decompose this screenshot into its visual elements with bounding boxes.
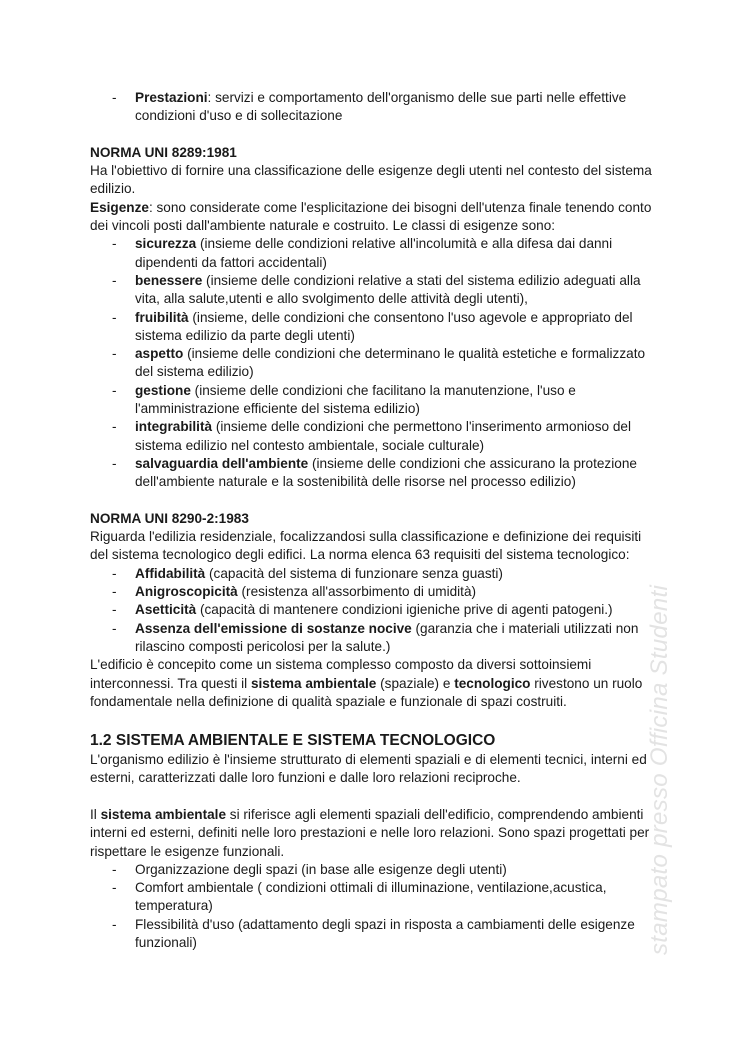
text-run: (insieme delle condizioni relative all'incolumità e alla difesa dai danni dipendenti da fattori accidentali) — [135, 236, 613, 270]
list-item — [112, 565, 660, 583]
list-item — [112, 879, 660, 916]
text-run: si riferisce agli elementi spaziali dell'edificio, comprendendo ambienti interni ed esterni, definiti nelle loro prestazioni e nelle loro relazioni. Sono spazi progettati per rispettare le esigenze funzionali. — [90, 806, 650, 859]
dash-bullet-icon: - — [112, 382, 117, 398]
text-run: : servizi e comportamento dell'organismo delle sue parti nelle effettive condizioni d'uso e di sollecitazione — [135, 90, 627, 124]
dash-list — [90, 235, 660, 491]
dash-bullet-icon: - — [112, 90, 117, 105]
text-run: Flessibilità d'uso (adattamento degli spazi in risposta a cambiamenti delle esigenze funzionali) — [135, 916, 635, 951]
dash-bullet-icon: - — [112, 272, 117, 288]
text-run: (resistenza all'assorbimento di umidità) — [237, 584, 477, 600]
list-item — [112, 455, 660, 492]
text-run: (insieme delle condizioni relative a stati del sistema edilizio adeguati alla vita, alla salute,utenti e allo svolgimento delle attività degli utenti), — [135, 272, 641, 307]
list-item — [112, 235, 660, 272]
dash-bullet-icon: - — [112, 236, 117, 252]
dash-list — [90, 89, 660, 126]
bold-term: sicurezza — [135, 236, 197, 252]
section-heading: 1.2 SISTEMA AMBIENTALE E SISTEMA TECNOLOGICO — [90, 732, 496, 750]
dash-bullet-icon: - — [112, 602, 117, 618]
dash-bullet-icon: - — [112, 916, 117, 932]
dash-bullet-icon: - — [112, 584, 117, 600]
bold-term: Assenza dell'emissione di sostanze nocive — [135, 620, 412, 636]
list-item — [112, 345, 660, 382]
text-run: (insieme delle condizioni che facilitano la manutenzione, l'uso e l'amministrazione efficiente del sistema edilizio) — [135, 382, 576, 417]
text-run: : sono considerate come l'esplicitazione dei bisogni dell'utenza finale tenendo conto dei vincoli posti dall'ambiente naturale e costruito. Le classi di esigenze sono: — [90, 199, 652, 234]
text-run: (garanzia che i materiali utilizzati non rilascino composti pericolosi per la salute.) — [135, 620, 639, 654]
bold-term: sistema ambientale — [250, 675, 377, 691]
dash-bullet-icon: - — [112, 861, 117, 877]
bold-term: benessere — [135, 272, 203, 288]
text-run: (capacità del sistema di funzionare senza guasti) — [205, 565, 503, 581]
paragraph — [90, 751, 660, 788]
text-run: L'organismo edilizio è l'insieme strutturato di elementi spaziali e di elementi tecnici, interni ed esterni, caratterizzati dalle loro funzioni e dalle loro relazioni reciproche. — [90, 752, 647, 786]
text-run: (capacità di mantenere condizioni igieniche prive di agenti patogeni.) — [196, 602, 613, 618]
bold-term: Affidabilità — [135, 565, 206, 581]
bold-term: gestione — [135, 382, 191, 398]
norma-heading: NORMA UNI 8289:1981 — [90, 144, 237, 160]
bold-term: integrabilità — [135, 419, 213, 435]
paragraph — [90, 199, 660, 236]
text-run: Organizzazione degli spazi (in base alle esigenze degli utenti) — [135, 861, 507, 877]
dash-bullet-icon: - — [112, 620, 117, 636]
list-item — [112, 916, 660, 953]
paragraph — [90, 528, 660, 565]
list-item — [112, 382, 660, 419]
list-item — [112, 418, 660, 455]
text-run: (insieme delle condizioni che permettono l'inserimento armonioso del sistema edilizio nel contesto ambientale, sociale culturale) — [135, 419, 631, 453]
bold-term: Asetticità — [135, 602, 197, 618]
list-item — [112, 861, 660, 879]
text-run: (insieme delle condizioni che determinano le qualità estetiche e formalizzato del sistema edilizio) — [135, 346, 646, 380]
text-run: rivestono un ruolo fondamentale nella definizione di qualità spaziale e funzionale di spazi costruiti. — [90, 675, 643, 709]
bold-term: aspetto — [135, 346, 184, 362]
text-run: (spaziale) e — [376, 675, 455, 691]
bold-term: Anigroscopicità — [135, 584, 238, 600]
dash-bullet-icon: - — [112, 309, 117, 325]
paragraph — [90, 806, 660, 861]
watermark: stampato presso Officina Studenti — [646, 584, 673, 955]
dash-bullet-icon: - — [112, 346, 117, 362]
paragraph — [90, 162, 660, 199]
list-item — [112, 601, 660, 619]
text-run: (insieme, delle condizioni che consentono l'uso agevole e appropriato del sistema edilizio da parte degli utenti) — [135, 309, 633, 343]
bold-term: sistema ambientale — [100, 806, 227, 822]
text-run: Il — [90, 806, 101, 822]
dash-list — [90, 861, 660, 952]
norma-heading: NORMA UNI 8290-2:1983 — [90, 510, 249, 526]
text-run: Ha l'obiettivo di fornire una classificazione delle esigenze degli utenti nel contesto del sistema edilizio. — [90, 163, 652, 197]
list-item — [112, 89, 660, 126]
text-run: (insieme delle condizioni che assicurano la protezione dell'ambiente naturale e la sostenibilità delle risorse nel processo edilizio) — [135, 455, 637, 490]
dash-bullet-icon: - — [112, 455, 117, 471]
list-item — [112, 620, 660, 657]
bold-term: Prestazioni — [135, 90, 208, 105]
dash-bullet-icon: - — [112, 565, 117, 581]
paragraph — [90, 656, 660, 711]
text-run: Comfort ambientale ( condizioni ottimali di illuminazione, ventilazione,acustica, temperatura) — [135, 880, 607, 914]
text-run: Riguarda l'edilizia residenziale, focalizzandosi sulla classificazione e definizione dei requisiti del sistema tecnologico degli edifici. La norma elenca 63 requisiti del sistema tecnologico: — [90, 529, 642, 563]
dash-bullet-icon: - — [112, 880, 117, 896]
list-item — [112, 272, 660, 309]
list-item — [112, 309, 660, 346]
bold-term: tecnologico — [454, 675, 531, 691]
bold-term: Esigenze — [90, 199, 149, 215]
text-run: L'edificio è concepito come un sistema complesso composto da diversi sottoinsiemi interconnessi. Tra questi il — [90, 657, 592, 691]
bold-term: salvaguardia dell'ambiente — [135, 455, 309, 471]
dash-bullet-icon: - — [112, 419, 117, 435]
list-item — [112, 583, 660, 601]
document-page — [90, 89, 660, 952]
bold-term: fruibilità — [135, 309, 189, 325]
dash-list — [90, 565, 660, 656]
